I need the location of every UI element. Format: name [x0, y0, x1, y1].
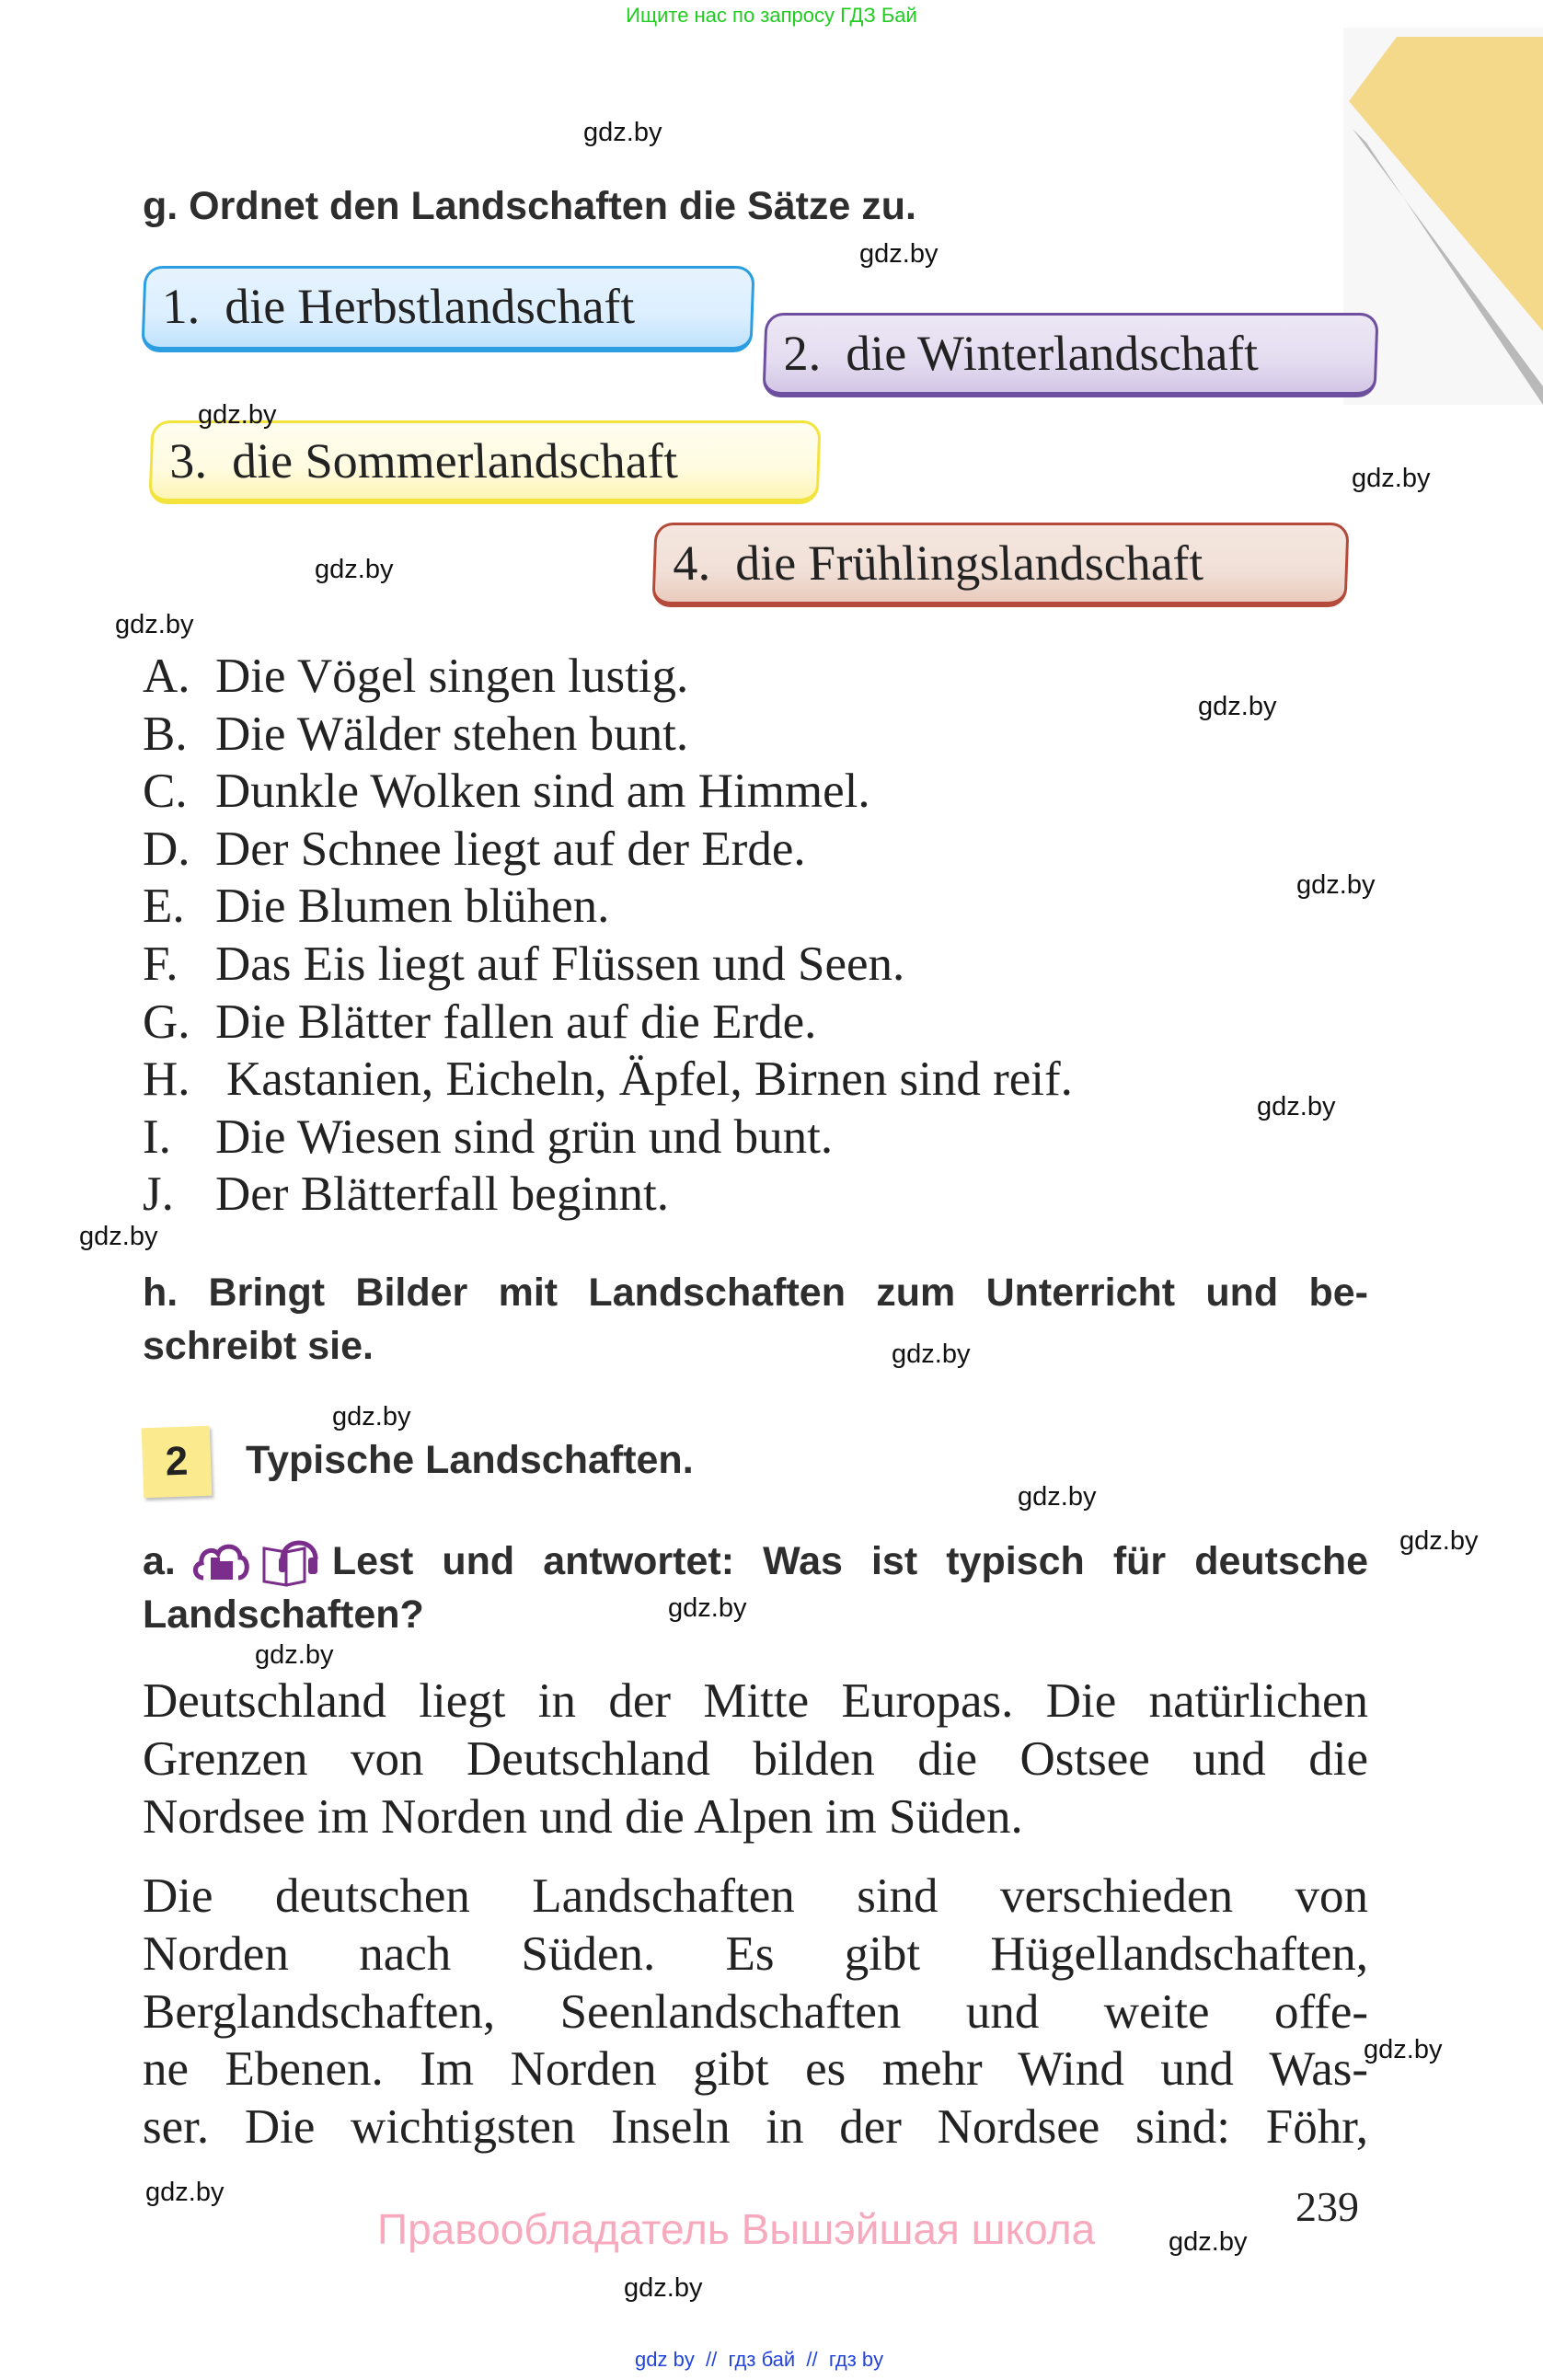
- watermark: gdz.by: [1399, 1526, 1479, 1556]
- card-label: die Winterlandschaft: [844, 326, 1259, 381]
- watermark: gdz.by: [255, 1640, 334, 1670]
- sentence-letter: B.: [143, 707, 188, 761]
- watermark: gdz.by: [1169, 2227, 1248, 2257]
- paragraph-1-line: Deutschland liegt in der Mitte Europas. Die natürlichen: [143, 1674, 1368, 1728]
- watermark: gdz.by: [1364, 2035, 1443, 2064]
- landscape-card-autumn: [141, 266, 754, 352]
- task-a-prefix: a.: [143, 1539, 176, 1583]
- sentence-letter: J.: [143, 1167, 174, 1221]
- watermark: gdz.by: [198, 400, 277, 430]
- watermark: gdz.by: [1018, 1482, 1097, 1512]
- sentence-letter: I.: [143, 1110, 171, 1164]
- card-number: 3.: [168, 433, 208, 489]
- card-label: die Frühlingslandschaft: [733, 535, 1204, 591]
- sentence-text: Die Wälder stehen bunt.: [215, 707, 689, 761]
- task-a-question: Lest und antwortet: Was ist typisch für deutsche: [331, 1539, 1368, 1583]
- sentence-item: [143, 1051, 1073, 1108]
- sentence-item: [143, 936, 904, 993]
- task-a-line: [143, 1535, 1368, 1588]
- paragraph-2-line: Norden nach Süden. Es gibt Hügellandschaften,: [143, 1927, 1368, 1981]
- book-headphones-icon: [259, 1535, 319, 1587]
- sentence-item: [143, 1166, 669, 1223]
- sentence-letter: E.: [143, 880, 185, 933]
- page-number: 239: [1295, 2183, 1359, 2230]
- paragraph-1-line: Nordsee im Norden und die Alpen im Süden.: [143, 1790, 1023, 1844]
- sentence-item: [143, 994, 816, 1051]
- sentence-text: Die Blätter fallen auf die Erde.: [215, 995, 817, 1049]
- watermark: gdz.by: [1352, 464, 1431, 493]
- card-number: 2.: [782, 326, 822, 381]
- task-a-line-2: Landschaften?: [143, 1592, 424, 1637]
- card-label: die Sommerlandschaft: [230, 433, 678, 489]
- task-g-heading: g. Ordnet den Landschaften die Sätze zu.: [143, 184, 916, 228]
- watermark: gdz.by: [1257, 1092, 1336, 1121]
- sentence-letter: A.: [143, 650, 190, 703]
- landscape-card-summer: [148, 420, 821, 504]
- watermark: gdz.by: [892, 1339, 971, 1369]
- sentence-letter: D.: [143, 822, 190, 876]
- watermark: gdz.by: [668, 1593, 747, 1623]
- sentence-letter: G.: [143, 995, 190, 1049]
- footer-links[interactable]: gdz by // гдз бай // гдз by: [635, 2348, 884, 2371]
- landscape-card-spring: [651, 523, 1349, 607]
- sentence-item: [143, 706, 688, 763]
- sentence-text: Dunkle Wolken sind am Himmel.: [215, 765, 870, 818]
- paragraph-1-line: Grenzen von Deutschland bilden die Ostsee und die: [143, 1732, 1368, 1786]
- sentence-letter: H.: [143, 1052, 190, 1106]
- card-label: die Herbstlandschaft: [223, 279, 635, 334]
- paragraph-2-line: ser. Die wichtigsten Inseln in der Nordsee sind: Föhr,: [143, 2100, 1368, 2154]
- watermark: gdz.by: [624, 2273, 703, 2303]
- watermark: gdz.by: [115, 610, 194, 639]
- top-search-note[interactable]: Ищите нас по запросу ГДЗ Бай: [626, 4, 917, 27]
- watermark: gdz.by: [583, 118, 662, 147]
- sentence-item: [143, 821, 806, 878]
- task-h-line: schreibt sie.: [143, 1324, 374, 1368]
- sentence-item: [143, 878, 609, 935]
- watermark: gdz.by: [859, 239, 938, 269]
- sentence-text: Der Blätterfall beginnt.: [215, 1167, 670, 1221]
- watermark: gdz.by: [145, 2178, 225, 2207]
- landscape-card-winter: [762, 313, 1378, 397]
- sentence-text: Kastanien, Eicheln, Äpfel, Birnen sind reif.: [226, 1052, 1073, 1106]
- sentence-item: [143, 1109, 833, 1166]
- paragraph-2-line: ne Ebenen. Im Norden gibt es mehr Wind und Was-: [143, 2042, 1368, 2096]
- sentence-text: Die Blumen blühen.: [215, 880, 610, 933]
- task-h-line: h. Bringt Bilder mit Landschaften zum Unterricht und be-: [143, 1270, 1368, 1315]
- sentence-item: [143, 763, 870, 820]
- watermark: gdz.by: [332, 1402, 411, 1431]
- sentence-text: Der Schnee liegt auf der Erde.: [215, 822, 806, 876]
- sentence-text: Die Wiesen sind grün und bunt.: [215, 1110, 834, 1164]
- paragraph-2-line: Berglandschaften, Seenlandschaften und weite offe-: [143, 1985, 1368, 2039]
- watermark: gdz.by: [315, 555, 394, 584]
- card-number: 4.: [672, 535, 711, 591]
- sentence-text: Das Eis liegt auf Flüssen und Seen.: [215, 937, 905, 991]
- sentence-item: [143, 648, 688, 705]
- card-number: 1.: [161, 279, 201, 334]
- cloud-folder-icon: [190, 1537, 251, 1585]
- sentence-text: Die Vögel singen lustig.: [215, 650, 689, 703]
- exercise-title: Typische Landschaften.: [246, 1438, 694, 1482]
- watermark: gdz.by: [1198, 692, 1277, 721]
- watermark: gdz.by: [1296, 870, 1376, 900]
- sentence-letter: C.: [143, 765, 188, 818]
- watermark: gdz.by: [79, 1222, 158, 1251]
- exercise-number-badge: 2: [142, 1426, 213, 1499]
- sentence-letter: F.: [143, 937, 178, 991]
- copyright-notice: Правообладатель Вышэйшая школа: [377, 2205, 1096, 2253]
- paragraph-2-line: Die deutschen Landschaften sind verschieden von: [143, 1869, 1368, 1923]
